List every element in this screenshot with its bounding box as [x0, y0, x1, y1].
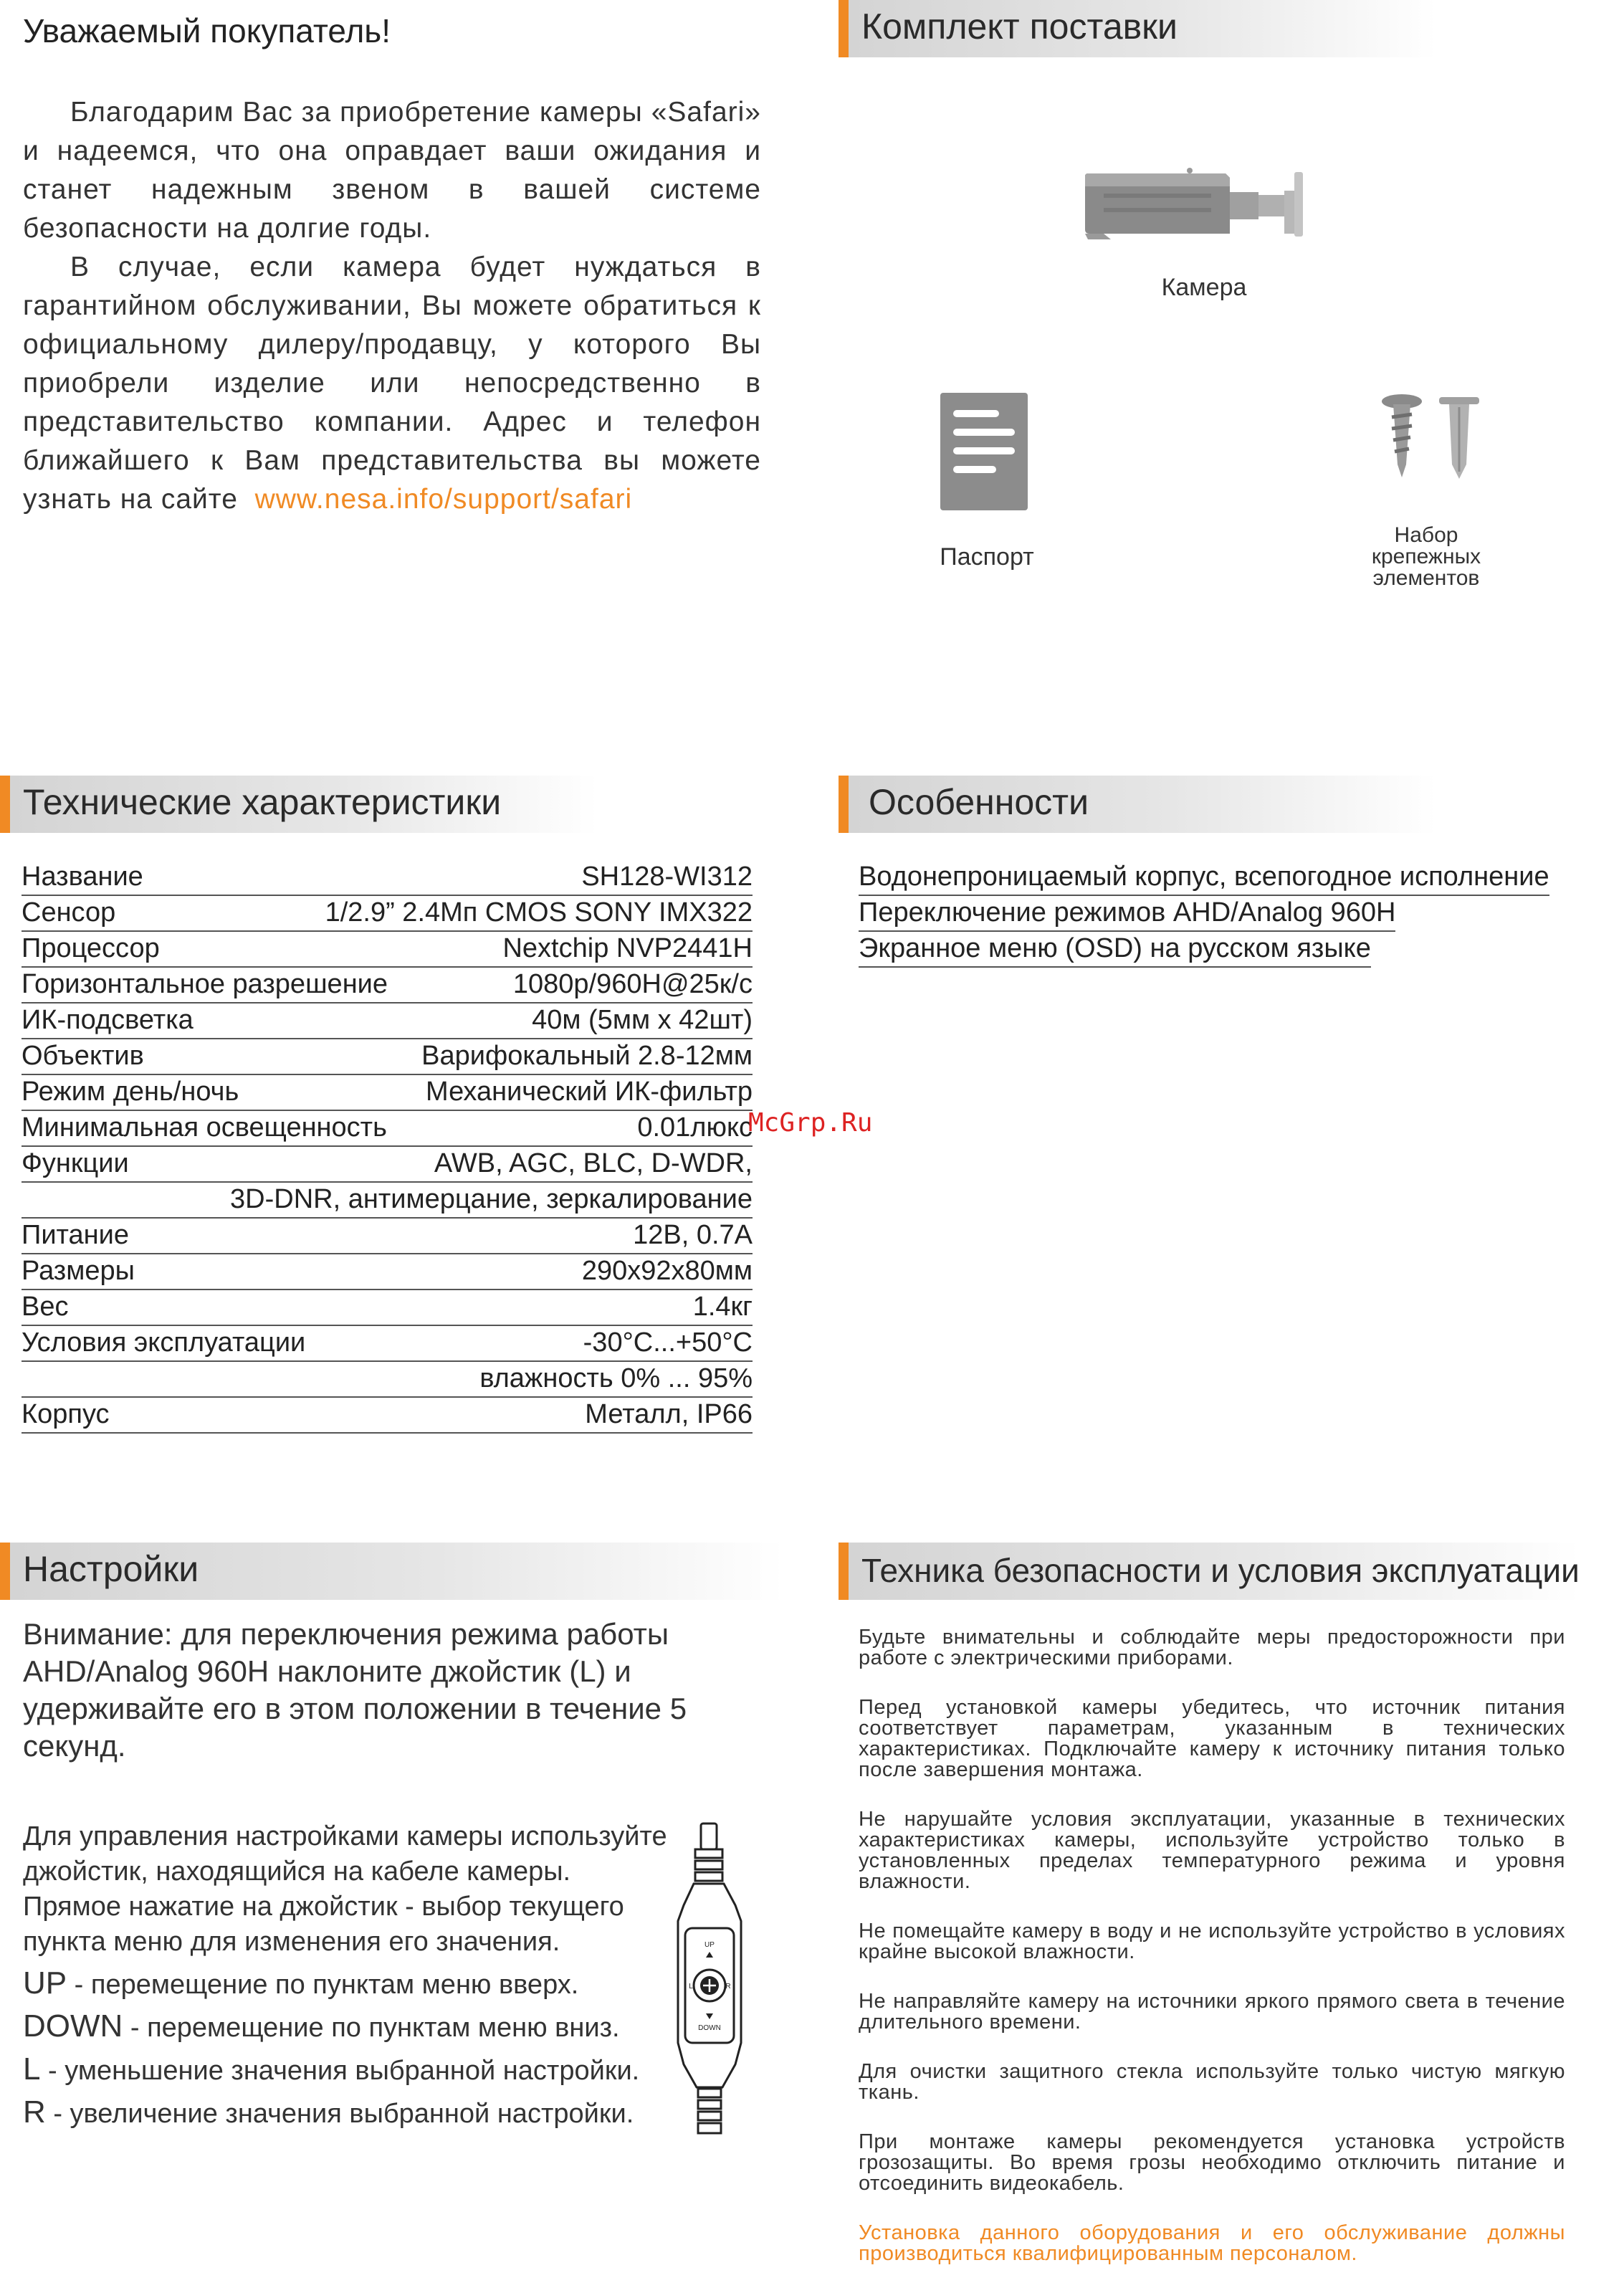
controls-line-1: Для управления настройками камеры используйте	[23, 1821, 667, 1851]
l-key: L	[23, 2051, 41, 2087]
spec-row	[22, 1147, 753, 1183]
settings-header	[0, 1543, 784, 1600]
spec-name: Процессор	[22, 933, 160, 963]
spec-row	[22, 896, 753, 932]
controls-line-3: Прямое нажатие на джойстик - выбор текущего	[23, 1892, 624, 1922]
spec-row	[22, 1398, 753, 1434]
kit-header	[839, 0, 1436, 57]
camera-image	[1082, 165, 1326, 244]
specs-table	[22, 860, 753, 1434]
spec-row	[22, 1039, 753, 1075]
safety-paragraph: Не помещайте камеру в воду и не используйте устройство в условиях крайне высокой влажности.	[859, 1920, 1565, 1963]
kit-fasteners-label-line-3: элементов	[1372, 566, 1480, 590]
spec-value: Варифокальный 2.8-12мм	[421, 1041, 753, 1071]
spec-row	[22, 1004, 753, 1039]
kit-camera-label: Камера	[1161, 274, 1247, 301]
kit-fasteners-label-line-1: Набор	[1394, 523, 1458, 547]
watermark: McGrp.Ru	[748, 1108, 873, 1138]
l-desc: - уменьшение значения выбранной настройки.	[40, 2056, 640, 2086]
settings-warning: Внимание: для переключения режима работы AHD/Analog 960H наклоните джойстик (L) и удерживайте его в этом положении в течение 5 секунд.	[23, 1617, 687, 1763]
control-down-row	[23, 2008, 668, 2046]
spec-name: Функции	[22, 1148, 129, 1178]
down-key: DOWN	[23, 2008, 123, 2044]
safety-paragraph: Будьте внимательны и соблюдайте меры предосторожности при работе с электрическими приборами.	[859, 1626, 1565, 1669]
control-l-row	[23, 2051, 668, 2089]
up-desc: - перемещение по пунктам меню вверх.	[67, 1970, 579, 2000]
control-up-row	[23, 1965, 668, 2003]
spec-name: Условия эксплуатации	[22, 1327, 306, 1358]
spec-value: -30°C...+50°C	[583, 1327, 753, 1358]
greeting-paragraph-1: Благодарим Вас за приобретение камеры «Safari» и надеемся, что она оправдает ваши ожидания и станет надежным звеном в вашей системе безопасности на долгие годы.	[23, 97, 761, 244]
joystick-diagram	[667, 1821, 753, 2136]
spec-name: Минимальная освещенность	[22, 1112, 387, 1143]
spec-row	[22, 1290, 753, 1326]
controls-line-4: пункта меню для изменения его значения.	[23, 1927, 560, 1957]
spec-row	[22, 1183, 753, 1219]
spec-value: Металл, IP66	[585, 1399, 753, 1429]
safety-paragraph: Не нарушайте условия эксплуатации, указанные в технических характеристиках камеры, используйте устройство только в установленных пределах температурного режима и уровня влажности.	[859, 1808, 1565, 1893]
greeting-text	[23, 93, 761, 519]
spec-name: Название	[22, 862, 143, 892]
spec-value: Nextchip NVP2441H	[502, 933, 753, 963]
spec-value: SH128-WI312	[581, 862, 753, 892]
spec-name: Сенсор	[22, 897, 116, 928]
kit-passport-label: Паспорт	[940, 543, 1034, 571]
spec-value: 290x92x80мм	[581, 1256, 753, 1286]
spec-value: Механический ИК-фильтр	[426, 1077, 753, 1107]
control-r-row	[23, 2094, 668, 2132]
safety-header	[839, 1543, 1580, 1600]
features-list	[859, 860, 1575, 968]
spec-row	[22, 1219, 753, 1254]
spec-name: Объектив	[22, 1041, 144, 1071]
spec-row	[22, 932, 753, 968]
controls-description	[23, 1819, 668, 2132]
spec-value: 1/2.9” 2.4Мп CMOS SONY IMX322	[325, 897, 753, 928]
spec-row	[22, 1254, 753, 1290]
fasteners-image	[1377, 393, 1485, 480]
specs-title: Технические характеристики	[23, 782, 502, 822]
kit-fasteners-label-line-2: крепежных	[1371, 545, 1481, 568]
controls-line-2: джойстик, находящийся на кабеле камеры.	[23, 1856, 571, 1887]
kit-title: Комплект поставки	[861, 6, 1178, 47]
up-key: UP	[23, 1965, 67, 2001]
spec-name: Корпус	[22, 1399, 110, 1429]
spec-row	[22, 1111, 753, 1147]
spec-value: 1.4кг	[692, 1292, 753, 1322]
safety-paragraph: Не направляйте камеру на источники яркого прямого света в течение длительного времени.	[859, 1990, 1565, 2034]
passport-image	[940, 393, 1028, 510]
joystick-l-label: L	[689, 1983, 693, 1991]
spec-name: Режим день/ночь	[22, 1077, 239, 1107]
spec-value: 40м (5мм х 42шт)	[532, 1005, 753, 1035]
spec-value: AWB, AGC, BLC, D-WDR,	[434, 1148, 753, 1178]
joystick-r-label: R	[725, 1983, 731, 1991]
r-key: R	[23, 2094, 46, 2130]
safety-paragraph: Для очистки защитного стекла используйте только чистую мягкую ткань.	[859, 2060, 1565, 2104]
joystick-down-label: DOWN	[698, 2024, 721, 2032]
safety-paragraph: Перед установкой камеры убедитесь, что источник питания соответствует параметрам, указанным в технических характеристиках. Подключайте камеру к источнику питания только после завершения монтажа.	[859, 1696, 1565, 1781]
feature-item: Водонепроницаемый корпус, всепогодное исполнение	[859, 860, 1549, 896]
features-title: Особенности	[869, 782, 1089, 822]
kit-fasteners-label	[1347, 525, 1505, 589]
spec-row	[22, 1326, 753, 1362]
spec-name: Питание	[22, 1220, 129, 1250]
down-desc: - перемещение по пунктам меню вниз.	[123, 2013, 620, 2043]
spec-value: 0.01люкс	[637, 1112, 753, 1143]
r-desc: - увеличение значения выбранной настройки.	[45, 2099, 634, 2129]
greeting-paragraph-2-text: В случае, если камера будет нуждаться в гарантийном обслуживании, Вы можете обратиться к официальному дилеру/продавцу, у которого Вы приобрели изделие или непосредственно в представительство компании. Адрес и телефон ближайшего к Вам представительства вы можете узнать на сайте	[23, 252, 761, 515]
spec-value: 1080p/960H@25к/с	[512, 969, 753, 999]
feature-item: Переключение режимов AHD/Analog 960H	[859, 896, 1395, 932]
spec-name: Горизонтальное разрешение	[22, 969, 388, 999]
specs-header	[0, 776, 598, 833]
spec-name: ИК-подсветка	[22, 1005, 194, 1035]
safety-text	[859, 1627, 1565, 2293]
spec-row	[22, 1075, 753, 1111]
spec-row	[22, 860, 753, 896]
settings-title: Настройки	[23, 1549, 199, 1589]
greeting-title: Уважаемый покупатель!	[23, 12, 391, 49]
support-link[interactable]: www.nesa.info/support/safari	[254, 484, 633, 515]
features-header	[839, 776, 1436, 833]
spec-row	[22, 968, 753, 1004]
safety-paragraph-qualified-staff: Установка данного оборудования и его обслуживание должны производиться квалифицированным персоналом.	[859, 2221, 1565, 2265]
spec-value: 3D-DNR, антимерцание, зеркалирование	[230, 1184, 753, 1214]
spec-name: Размеры	[22, 1256, 135, 1286]
safety-title: Техника безопасности и условия эксплуатации	[861, 1552, 1580, 1589]
spec-value: влажность 0% ... 95%	[479, 1363, 753, 1393]
joystick-up-label: UP	[704, 1941, 715, 1949]
spec-row	[22, 1362, 753, 1398]
greeting-paragraph-2	[23, 248, 761, 519]
feature-item: Экранное меню (OSD) на русском языке	[859, 932, 1371, 968]
spec-name: Вес	[22, 1292, 69, 1322]
spec-value: 12В, 0.7А	[633, 1220, 753, 1250]
safety-paragraph: При монтаже камеры рекомендуется установка устройств грозозащиты. Во время грозы необходимо отключить питание и отсоединить видеокабель.	[859, 2130, 1565, 2195]
